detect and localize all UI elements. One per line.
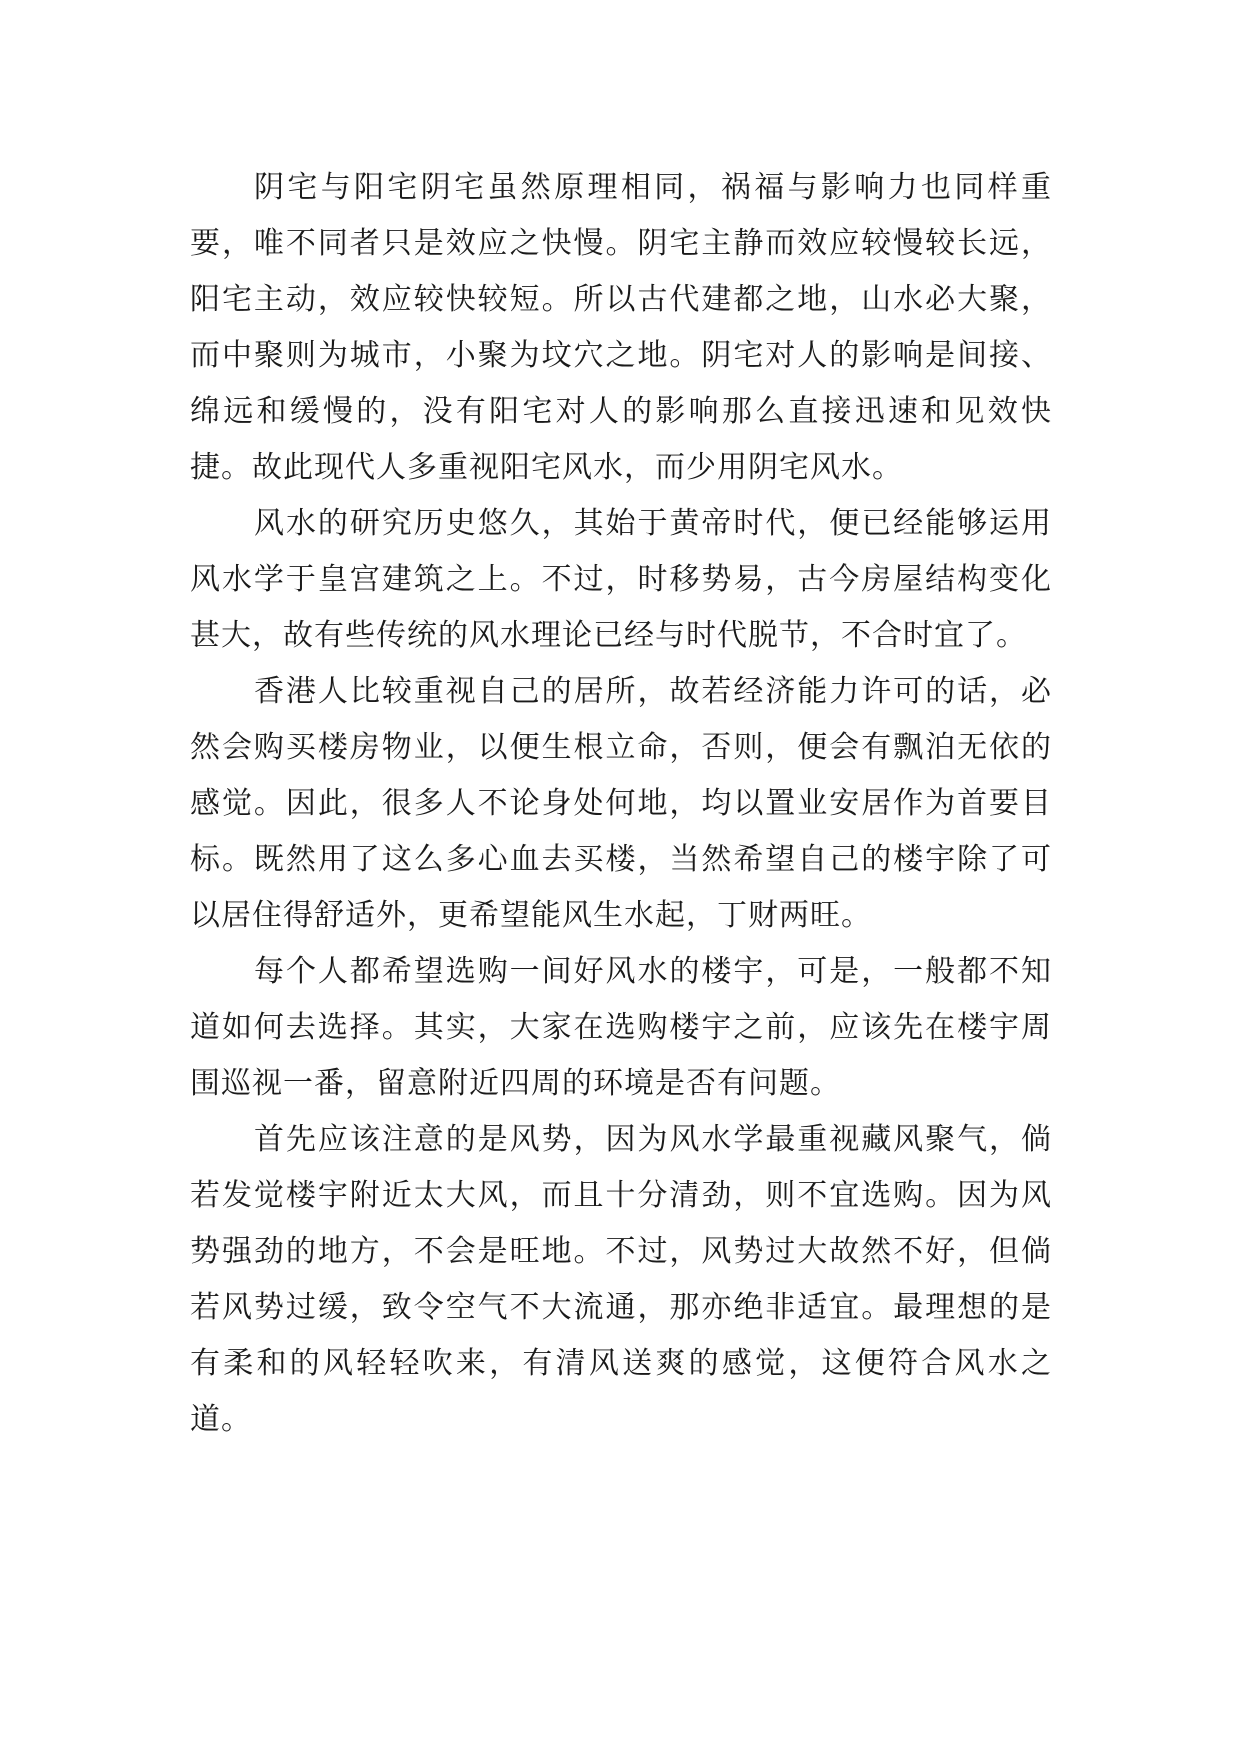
- paragraph-yin-yang-houses: 阴宅与阳宅阴宅虽然原理相同，祸福与影响力也同样重要，唯不同者只是效应之快慢。阴宅主静而效应较慢较长远，阳宅主动，效应较快较短。所以古代建都之地，山水必大聚，而中聚则为城市，小聚为坟穴之地。阴宅对人的影响是间接、绵远和缓慢的，没有阳宅对人的影响那么直接迅速和见效快捷。故此现代人多重视阳宅风水，而少用阴宅风水。: [190, 170, 1052, 485]
- paragraph-fengshui-history: 风水的研究历史悠久，其始于黄帝时代，便已经能够运用风水学于皇宫建筑之上。不过，时移势易，古今房屋结构变化甚大，故有些传统的风水理论已经与时代脱节，不合时宜了。: [190, 506, 1052, 653]
- paragraph-choosing-property: 每个人都希望选购一间好风水的楼宇，可是，一般都不知道如何去选择。其实，大家在选购楼宇之前，应该先在楼宇周围巡视一番，留意附近四周的环境是否有问题。: [190, 954, 1052, 1101]
- paragraph-wind-force: 首先应该注意的是风势，因为风水学最重视藏风聚气，倘若发觉楼宇附近太大风，而且十分清劲，则不宜选购。因为风势强劲的地方，不会是旺地。不过，风势过大故然不好，但倘若风势过缓，致令空气不大流通，那亦绝非适宜。最理想的是有柔和的风轻轻吹来，有清风送爽的感觉，这便符合风水之道。: [190, 1122, 1052, 1437]
- document-body: [190, 160, 1052, 1448]
- paragraph-hongkong-housing: 香港人比较重视自己的居所，故若经济能力许可的话，必然会购买楼房物业，以便生根立命，否则，便会有飘泊无依的感觉。因此，很多人不论身处何地，均以置业安居作为首要目标。既然用了这么多心血去买楼，当然希望自己的楼宇除了可以居住得舒适外，更希望能风生水起，丁财两旺。: [190, 674, 1052, 933]
